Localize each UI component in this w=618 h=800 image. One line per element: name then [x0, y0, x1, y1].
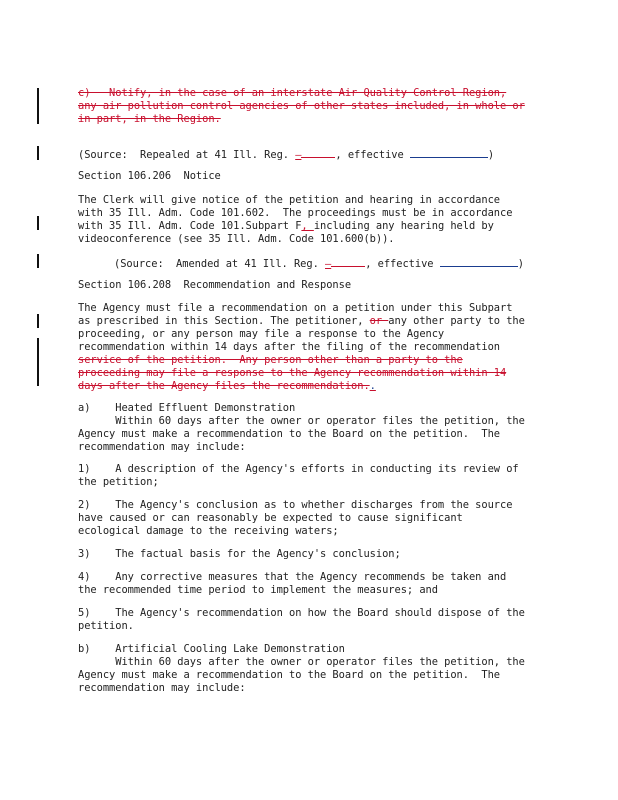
list-item: have caused or can reasonably be expected to cause significant [78, 512, 463, 524]
revision-bar [37, 146, 39, 160]
subsection-heading: b) Artificial Cooling Lake Demonstration [78, 643, 345, 655]
deleted-line: c) Notify, in the case of an interstate Air Quality Control Region, [78, 87, 507, 99]
response-line: as prescribed in this Section. The petitioner, or any other party to the [78, 315, 525, 327]
source-note-amended: (Source: Amended at 41 Ill. Reg. – , effective ) [114, 258, 524, 270]
paragraph-line: Agency must make a recommendation to the Board on the petition. The [78, 428, 500, 440]
list-item: the recommended time period to implement the measures; and [78, 584, 438, 596]
paragraph-line: Agency must make a recommendation to the Board on the petition. The [78, 669, 500, 681]
notice-line: with 35 Ill. Adm. Code 101.602. The proceedings must be in accordance [78, 207, 513, 219]
revision-bar [37, 254, 39, 268]
deleted-line: proceeding may file a response to the Agency recommendation within 14 [78, 367, 507, 379]
list-item: 3) The factual basis for the Agency's conclusion; [78, 548, 401, 560]
list-item: 2) The Agency's conclusion as to whether discharges from the source [78, 499, 513, 511]
revision-bar [37, 338, 39, 386]
list-item: 5) The Agency's recommendation on how the Board should dispose of the [78, 607, 525, 619]
notice-line: The Clerk will give notice of the petition and hearing in accordance [78, 194, 500, 206]
paragraph-line: recommendation may include: [78, 441, 246, 453]
response-line: proceeding, or any person may file a response to the Agency [78, 328, 445, 340]
revision-bar [37, 216, 39, 230]
subsection-heading: a) Heated Effluent Demonstration [78, 402, 296, 414]
notice-line: videoconference (see 35 Ill. Adm. Code 101.600(b)). [78, 233, 395, 245]
paragraph-line: Within 60 days after the owner or operator files the petition, the [78, 656, 525, 668]
paragraph-line: Within 60 days after the owner or operator files the petition, the [78, 415, 525, 427]
list-item: petition. [78, 620, 134, 632]
list-item: 1) A description of the Agency's efforts in conducting its review of [78, 463, 519, 475]
response-line: The Agency must file a recommendation on a petition under this Subpart [78, 302, 513, 314]
response-line: recommendation within 14 days after the filing of the recommendation [78, 341, 500, 353]
deleted-line: service of the petition. Any person other than a party to the [78, 354, 463, 366]
notice-line: with 35 Ill. Adm. Code 101.Subpart F, including any hearing held by [78, 220, 494, 232]
section-heading: Section 106.206 Notice [78, 170, 221, 182]
deleted-line: in part, in the Region. [78, 113, 221, 125]
source-note-repealed: (Source: Repealed at 41 Ill. Reg. – , effective ) [78, 149, 495, 161]
list-item: ecological damage to the receiving waters; [78, 525, 339, 537]
list-item: 4) Any corrective measures that the Agency recommends be taken and [78, 571, 507, 583]
section-heading: Section 106.208 Recommendation and Response [78, 279, 352, 291]
list-item: the petition; [78, 476, 159, 488]
revision-bar [37, 314, 39, 328]
revision-bar [37, 88, 39, 124]
paragraph-line: recommendation may include: [78, 682, 246, 694]
deleted-line: days after the Agency files the recommendation.. [78, 380, 376, 392]
deleted-line: any air pollution control agencies of other states included, in whole or [78, 100, 525, 112]
